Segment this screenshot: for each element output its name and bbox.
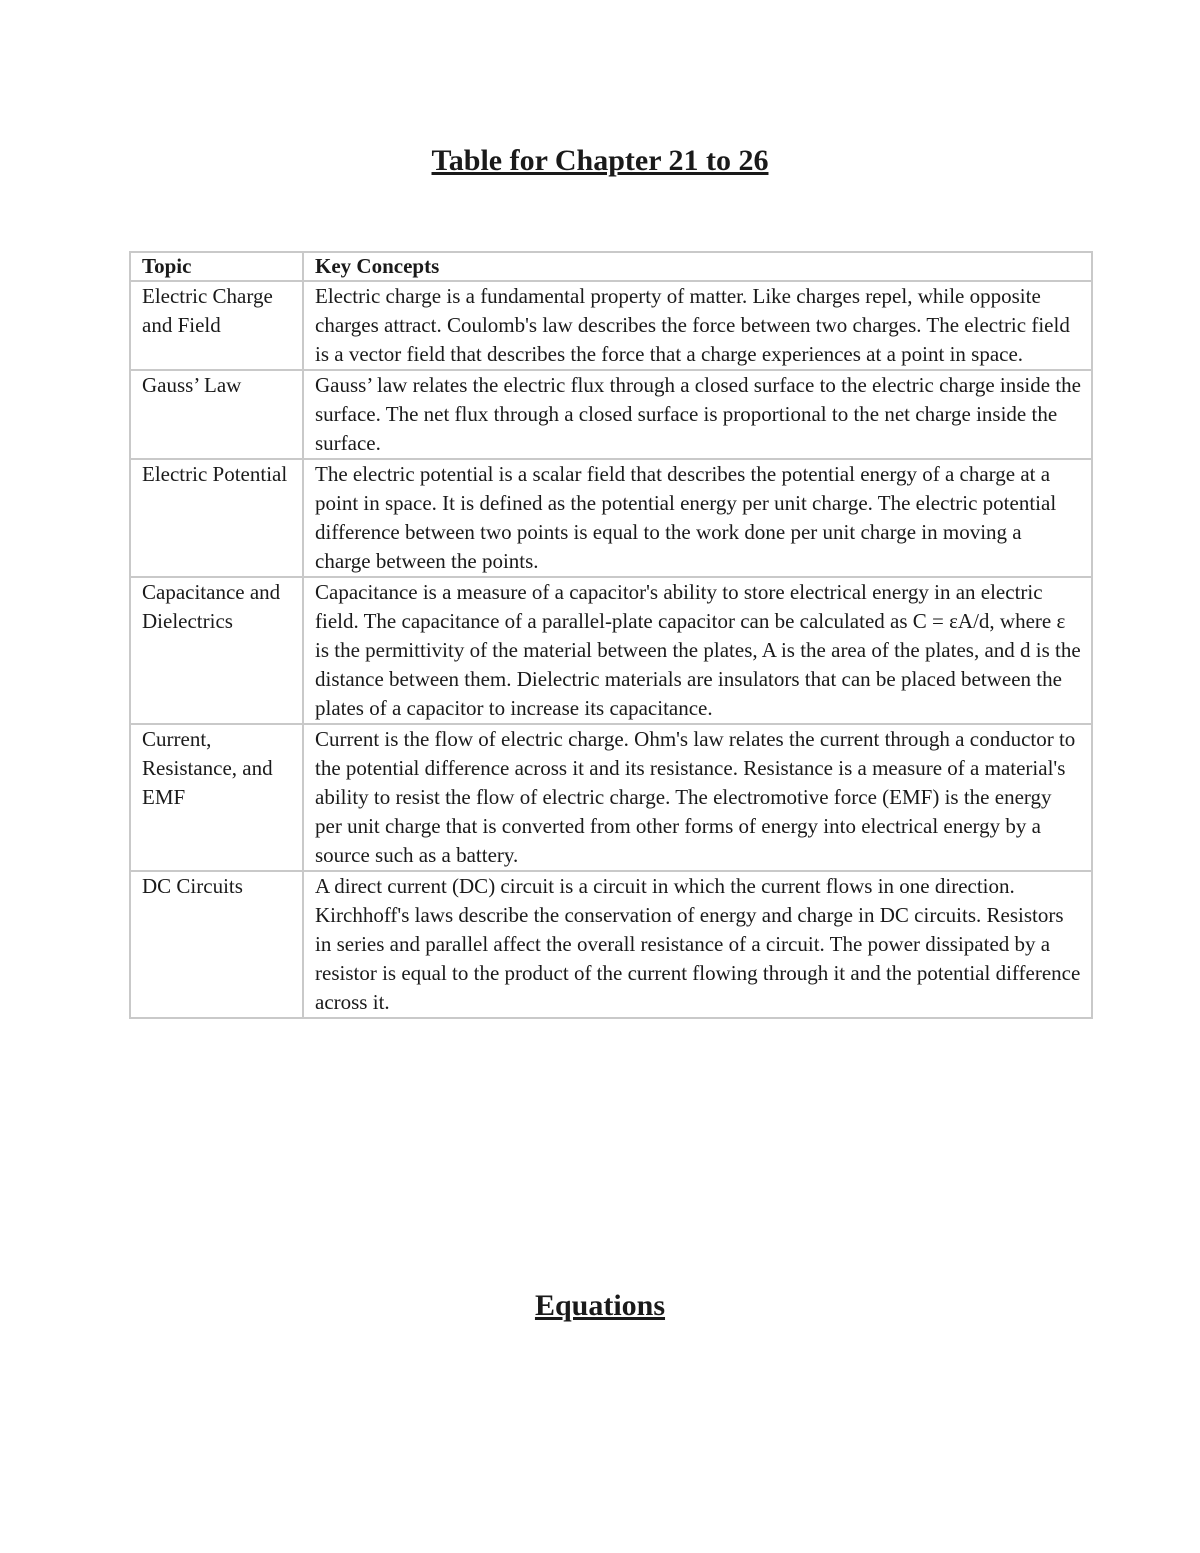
key-concepts-cell: Electric charge is a fundamental property of matter. Like charges repel, while opposite charges attract. Coulomb's law describes the force between two charges. The electric field is a vector field that describes the force that a charge experiences at a point in space.	[303, 281, 1092, 370]
key-concepts-cell: Current is the flow of electric charge. Ohm's law relates the current through a conductor to the potential difference across it and its resistance. Resistance is a measure of a material's ability to resist the flow of electric charge. The electromotive force (EMF) is the energy per unit charge that is converted from other forms of energy into electrical energy by a source such as a battery.	[303, 724, 1092, 871]
key-concepts-cell: The electric potential is a scalar field that describes the potential energy of a charge at a point in space. It is defined as the potential energy per unit charge. The electric potential difference between two points is equal to the work done per unit charge in moving a charge between the points.	[303, 459, 1092, 577]
key-concepts-cell: Capacitance is a measure of a capacitor's ability to store electrical energy in an electric field. The capacitance of a parallel-plate capacitor can be calculated as C = εA/d, where ε is the permittivity of the material between the plates, A is the area of the plates, and d is the distance between them. Dielectric materials are insulators that can be placed between the plates of a capacitor to increase its capacitance.	[303, 577, 1092, 724]
topic-cell: Current, Resistance, and EMF	[130, 724, 303, 871]
topic-cell: DC Circuits	[130, 871, 303, 1018]
column-header-key-concepts: Key Concepts	[303, 252, 1092, 281]
table-row	[130, 871, 1092, 1018]
topic-cell: Electric Charge and Field	[130, 281, 303, 370]
column-header-topic: Topic	[130, 252, 303, 281]
topic-cell: Capacitance and Dielectrics	[130, 577, 303, 724]
topic-cell: Electric Potential	[130, 459, 303, 577]
page-title: Table for Chapter 21 to 26	[431, 144, 769, 177]
table-row	[130, 370, 1092, 459]
table-row	[130, 724, 1092, 871]
table-row	[130, 459, 1092, 577]
key-concepts-cell: A direct current (DC) circuit is a circuit in which the current flows in one direction. Kirchhoff's laws describe the conservation of energy and charge in DC circuits. Resistors in series and parallel affect the overall resistance of a circuit. The power dissipated by a resistor is equal to the product of the current flowing through it and the potential difference across it.	[303, 871, 1092, 1018]
key-concepts-table	[129, 251, 1093, 1019]
table-header-row	[130, 252, 1092, 281]
table-row	[130, 281, 1092, 370]
equations-heading: Equations	[534, 1289, 666, 1322]
table-row	[130, 577, 1092, 724]
topic-cell: Gauss’ Law	[130, 370, 303, 459]
key-concepts-cell: Gauss’ law relates the electric flux through a closed surface to the electric charge inside the surface. The net flux through a closed surface is proportional to the net charge inside the surface.	[303, 370, 1092, 459]
